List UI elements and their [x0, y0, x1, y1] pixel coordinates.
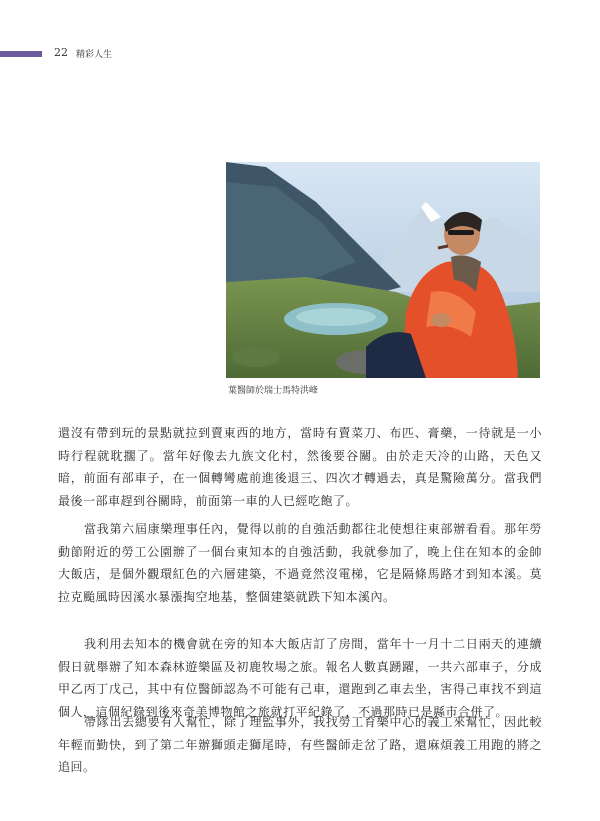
- paragraph-1: 還沒有帶到玩的景點就拉到賣東西的地方，當時有賣菜刀、布匹、膏藥，一待就是一小時行程就耽擱了。當年好像去九族文化村，然後要谷關。由於走天冷的山路，天色又暗，前面有部車子，在一個轉彎處前進後退三、四次才轉過去，真是驚險萬分。當我們最後一部車趕到谷關時，前面第一車的人已經吃飽了。: [58, 426, 542, 508]
- page-number: 22: [54, 46, 68, 59]
- paragraph-3: 我利用去知本的機會就在旁的知本大飯店訂了房間，當年十一月十二日兩天的連續假日就舉辦了知本森林遊樂區及初鹿牧場之旅。報名人數真踴躍，一共六部車子，分成甲乙丙丁戊己，其中有位醫師認為不可能有己車，還跑到乙車去坐，害得己車找不到這個人，這個紀錄到後來奇美博物館之旅就打平紀錄了，不過那時已是縣市合併了。: [58, 637, 542, 719]
- photo-illustration: [226, 162, 540, 378]
- photo-caption: 葉醫師於瑞士馬特洪峰: [228, 386, 319, 396]
- paragraph-4: 帶隊出去總要有人幫忙，除了理監事外，我找勞工育樂中心的義工來幫忙，因此較年輕而勤快，到了第二年辦獅頭走獅尾時，有些醫師走岔了路，還麻煩義工用跑的將之追回。: [58, 715, 542, 774]
- header-accent-bar: [0, 51, 42, 57]
- section-title: 精彩人生: [76, 50, 113, 60]
- photo-matterhorn: [226, 162, 540, 378]
- paragraph-2: 當我第六屆康樂理事任內，覺得以前的自強活動都往北使想往東部辦看看。那年勞動節附近的勞工公園辦了一個台東知本的自強活動，我就參加了，晚上住在知本的金帥大飯店，是個外觀環紅色的六層建築，不過竟然沒電梯，它是隔條馬路才到知本溪。莫拉克颱風時因溪水暴漲掏空地基，整個建築就跌下知本溪內。: [58, 522, 542, 604]
